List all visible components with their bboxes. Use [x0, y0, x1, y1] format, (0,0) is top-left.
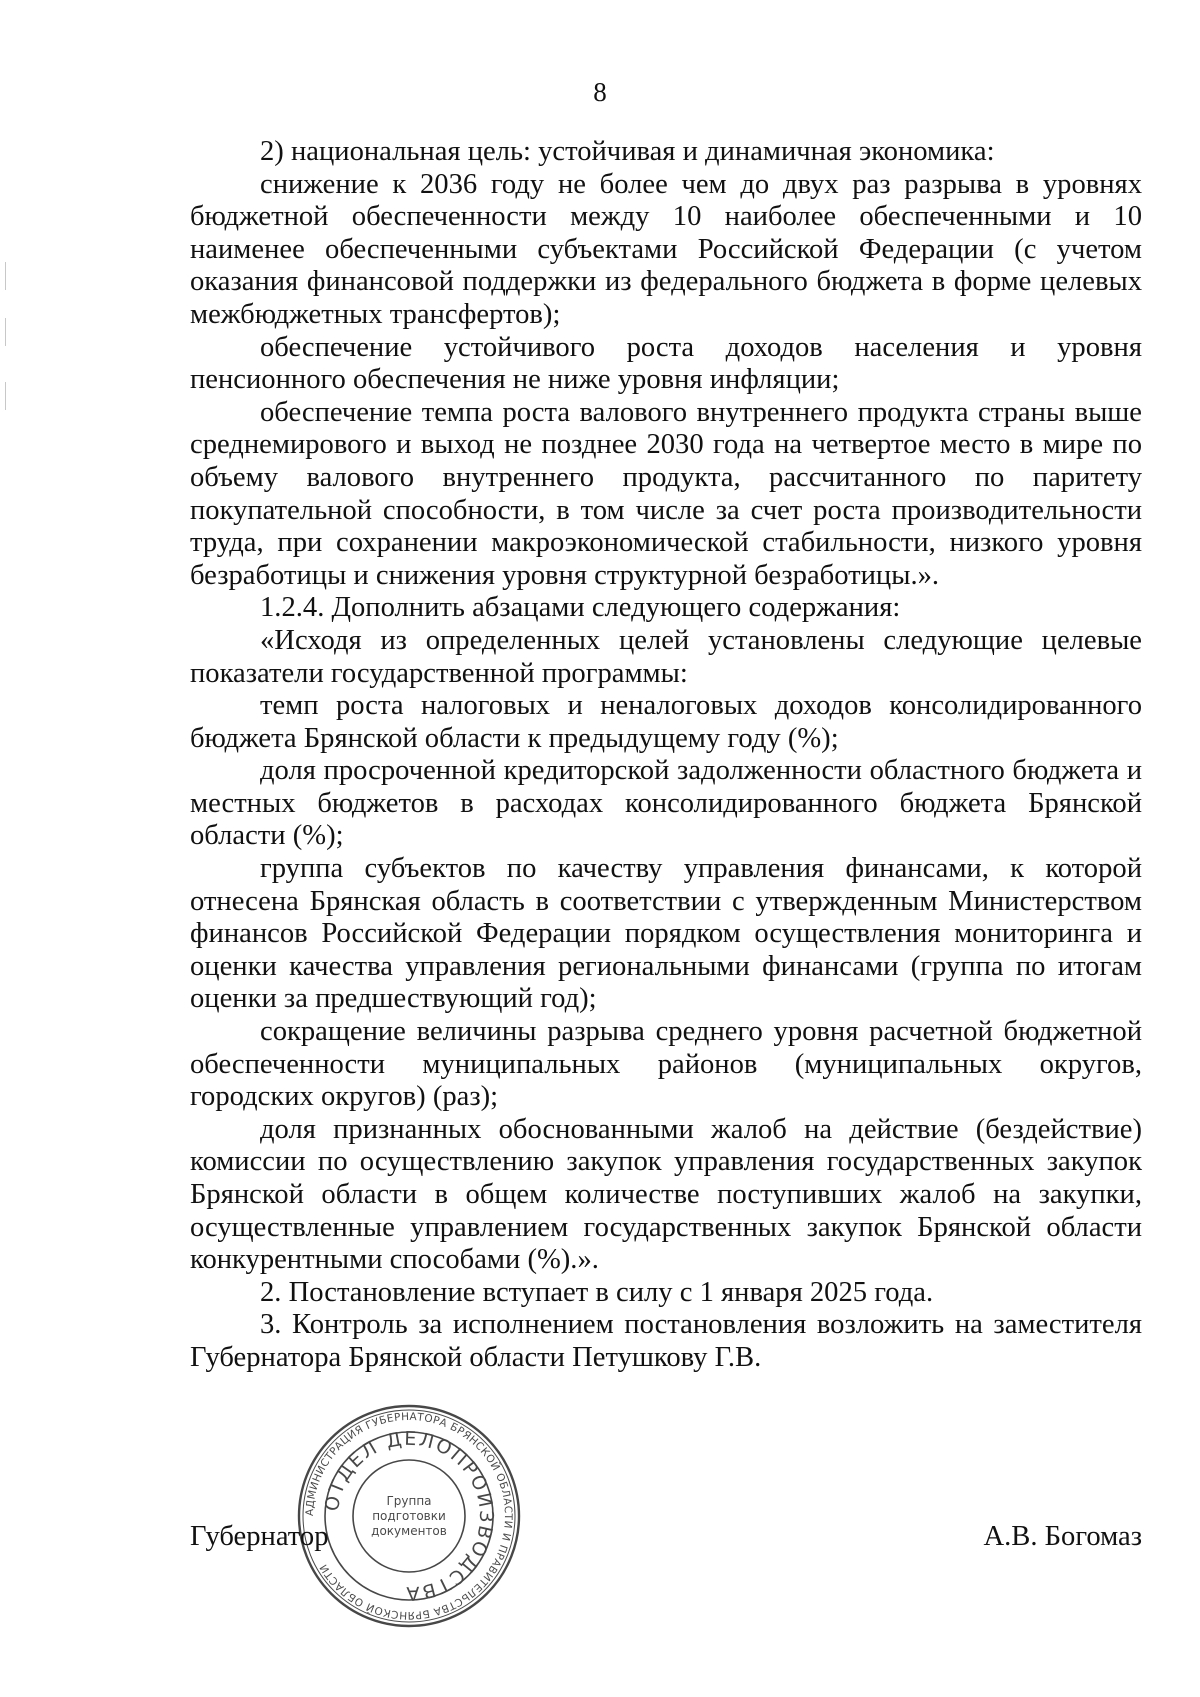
signer-title: Губернатор [190, 1521, 329, 1552]
scan-edge-mark [5, 318, 6, 346]
stamp-outer-text: АДМИНИСТРАЦИЯ ГУБЕРНАТОРА БРЯНСКОЙ ОБЛАСТИ И ПРАВИТЕЛЬСТВА БРЯНСКОЙ ОБЛАСТИ [303, 1410, 515, 1622]
paragraph: снижение к 2036 году не более чем до двух раз разрыва в уровнях бюджетной обеспеченности между 10 наиболее обеспеченными и 10 наименее обеспеченными субъектами Российской Федерации (с учетом оказания финансовой поддержки из федерального бюджета в форме целевых межбюджетных трансфертов); [190, 168, 1142, 330]
paragraph: 1.2.4. Дополнить абзацами следующего содержания: [260, 592, 901, 624]
document-body [190, 136, 1142, 1375]
paragraph: сокращение величины разрыва среднего уровня расчетной бюджетной обеспеченности муниципальных районов (муниципальных округов, городских округов) (раз); [190, 1016, 1142, 1113]
paragraph: обеспечение темпа роста валового внутреннего продукта страны выше среднемирового и выход не позднее 2030 года на четвертое место в мире по объему валового внутреннего продукта, рассчитанного по паритету покупательной способности, в том числе за счет роста производительности труда, при сохранении макроэкономической стабильности, низкого уровня безработицы и снижения уровня структурной безработицы.». [190, 396, 1142, 591]
paragraph: 2. Постановление вступает в силу с 1 января 2025 года. [260, 1276, 934, 1308]
paragraph: обеспечение устойчивого роста доходов населения и уровня пенсионного обеспечения не ниже уровня инфляции; [190, 331, 1142, 396]
paragraph: группа субъектов по качеству управления финансами, к которой отнесена Брянская область в соответствии с утвержденным Министерством финансов Российской Федерации порядком осуществления мониторинга и оценки качества управления региональными финансами (группа по итогам оценки за предшествующий год); [190, 853, 1142, 1015]
scan-edge-mark [5, 262, 6, 290]
paragraph: 2) национальная цель: устойчивая и динамичная экономика: [260, 136, 995, 167]
stamp-inner-text: ОТДЕЛ ДЕЛОПРОИЗВОДСТВА [320, 1427, 498, 1605]
stamp-center-line: документов [371, 1523, 447, 1538]
stamp-center-line: подготовки [372, 1508, 446, 1523]
office-stamp [296, 1403, 522, 1629]
signer-name: А.В. Богомаз [983, 1521, 1142, 1552]
page-number: 8 [593, 77, 607, 107]
paragraph: 3. Контроль за исполнением постановления возложить на заместителя Губернатора Брянской области Петушкову Г.В. [190, 1309, 1142, 1373]
stamp-center-text [360, 1477, 458, 1555]
paragraph: «Исходя из определенных целей установлены следующие целевые показатели государственной программы: [190, 624, 1142, 689]
paragraph: доля признанных обоснованными жалоб на действие (бездействие) комиссии по осуществлению закупок управления государственных закупок Брянской области в общем количестве поступивших жалоб на закупки, осуществленные управлением государственных закупок Брянской области конкурентными способами (%).». [190, 1113, 1142, 1276]
paragraph: темп роста налоговых и неналоговых доходов консолидированного бюджета Брянской области к предыдущему году (%); [190, 690, 1142, 754]
paragraph: доля просроченной кредиторской задолженности областного бюджета и местных бюджетов в расходах консолидированного бюджета Брянской области (%); [190, 755, 1142, 852]
scan-edge-mark [5, 382, 6, 410]
stamp-center-line: Группа [386, 1493, 432, 1508]
